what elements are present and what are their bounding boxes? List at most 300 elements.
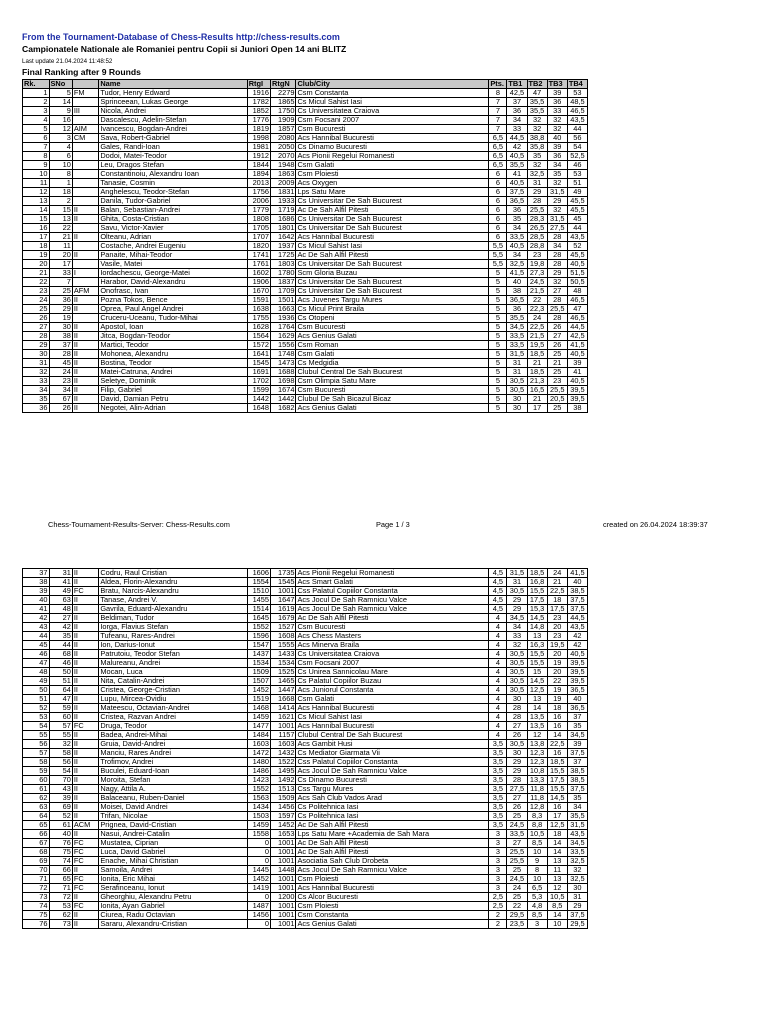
tb4-cell: 39 (567, 359, 587, 368)
table-row (23, 116, 588, 125)
tb2-cell: 21 (527, 359, 547, 368)
rank-cell: 8 (23, 152, 50, 161)
name-cell[interactable]: Oprea, Paul Angel Andrei (99, 305, 247, 314)
club-cell: Cs Alcor Bucuresti (296, 893, 489, 902)
sno-cell: 44 (49, 641, 72, 650)
sno-cell: 47 (49, 695, 72, 704)
pts-cell: 3,5 (489, 803, 507, 812)
tb3-cell: 18,5 (547, 758, 567, 767)
name-cell[interactable]: Bostina, Teodor (99, 359, 247, 368)
name-cell[interactable]: Panaite, Mihai-Teodor (99, 251, 247, 260)
rtgn-cell: 1621 (271, 713, 296, 722)
rtgi-cell: 1486 (247, 767, 270, 776)
name-cell[interactable]: Sararu, Alexandru-Cristian (99, 920, 247, 929)
name-cell[interactable]: Mateescu, Octavian-Andrei (99, 704, 247, 713)
tb4-cell: 40,5 (567, 377, 587, 386)
name-cell[interactable]: Pozna Tokos, Bence (99, 296, 247, 305)
rtgi-cell: 1564 (247, 332, 270, 341)
title-cell: I (72, 269, 99, 278)
club-cell: Cs Universitar De Sah Bucurest (296, 224, 489, 233)
pts-cell: 6 (489, 233, 507, 242)
rtgi-cell: 1844 (247, 161, 270, 170)
pts-cell: 6 (489, 188, 507, 197)
name-cell[interactable]: Beldiman, Tudor (99, 614, 247, 623)
tb4-cell: 50,5 (567, 278, 587, 287)
tb2-cell: 31 (527, 179, 547, 188)
tb1-cell: 34 (507, 224, 527, 233)
name-cell[interactable]: Harabor, David-Alexandru (99, 278, 247, 287)
tb2-cell: 10,5 (527, 830, 547, 839)
name-cell[interactable]: Ionita, Ayan Gabriel (99, 902, 247, 911)
rtgn-cell: 1448 (271, 866, 296, 875)
name-cell[interactable]: Cristea, George-Cristian (99, 686, 247, 695)
name-cell[interactable]: Badea, Andrei-Mihai (99, 731, 247, 740)
tb3-cell: 32 (547, 125, 567, 134)
name-cell[interactable]: Cruceru-Uceanu, Tudor-Mihai (99, 314, 247, 323)
tb4-cell: 40 (567, 578, 587, 587)
name-cell[interactable]: Olteanu, Adrian (99, 233, 247, 242)
club-cell: Csm Bucuresti (296, 323, 489, 332)
name-cell[interactable]: Filip, Gabriel (99, 386, 247, 395)
title-cell (72, 170, 99, 179)
table-row (23, 614, 588, 623)
title-cell: II (72, 911, 99, 920)
tb3-cell: 32 (547, 278, 567, 287)
pts-cell: 7 (489, 98, 507, 107)
name-cell[interactable]: Sava, Robert-Gabriel (99, 134, 247, 143)
tb2-cell: 14,5 (527, 677, 547, 686)
tb3-cell: 31,5 (547, 188, 567, 197)
tb2-cell: 14,5 (527, 614, 547, 623)
name-cell[interactable]: Moroita, Stefan (99, 776, 247, 785)
name-cell[interactable]: Nicola, Andrei (99, 107, 247, 116)
rtgn-cell: 2050 (271, 143, 296, 152)
rtgi-cell: 2013 (247, 179, 270, 188)
tb3-cell: 34 (547, 161, 567, 170)
tb1-cell: 31 (507, 359, 527, 368)
name-cell[interactable]: Vasile, Matei (99, 260, 247, 269)
title-cell (72, 314, 99, 323)
tb4-cell: 38,5 (567, 776, 587, 785)
tb4-cell: 42 (567, 641, 587, 650)
tb2-cell: 22,5 (527, 323, 547, 332)
pts-cell: 3,5 (489, 794, 507, 803)
rank-cell: 52 (23, 704, 50, 713)
ranking-table-page-2 (22, 568, 588, 929)
sno-cell: 37 (49, 341, 72, 350)
tb3-cell: 13 (547, 857, 567, 866)
name-cell[interactable]: Negotei, Alin-Adrian (99, 404, 247, 413)
name-cell[interactable]: Leu, Dragos Stefan (99, 161, 247, 170)
name-cell[interactable]: Gruia, David-Andrei (99, 740, 247, 749)
sno-cell: 23 (49, 377, 72, 386)
rtgi-cell: 1645 (247, 614, 270, 623)
tb3-cell: 15,5 (547, 785, 567, 794)
name-cell[interactable]: Bratu, Narcis-Alexandru (99, 587, 247, 596)
name-cell[interactable]: Onofrasc, Ivan (99, 287, 247, 296)
tb1-cell: 24 (507, 884, 527, 893)
pts-cell: 7 (489, 116, 507, 125)
tb4-cell: 40 (567, 695, 587, 704)
tb4-cell: 35 (567, 794, 587, 803)
rtgn-cell: 1780 (271, 269, 296, 278)
title-cell: II (72, 749, 99, 758)
name-cell[interactable]: Tudor, Henry Edward (99, 89, 247, 98)
tb3-cell: 35 (547, 170, 567, 179)
name-cell[interactable]: Costache, Andrei Eugeniu (99, 242, 247, 251)
tb3-cell: 28 (547, 233, 567, 242)
title-cell: FC (72, 839, 99, 848)
rtgn-cell: 1501 (271, 296, 296, 305)
club-cell: Csm Galati (296, 695, 489, 704)
rank-cell: 72 (23, 884, 50, 893)
name-cell[interactable]: Enache, Mihai Christian (99, 857, 247, 866)
rank-cell: 1 (23, 89, 50, 98)
rtgn-cell: 1001 (271, 884, 296, 893)
rtgn-cell: 1948 (271, 161, 296, 170)
rank-cell: 60 (23, 776, 50, 785)
table-row (23, 596, 588, 605)
tb3-cell: 25 (547, 368, 567, 377)
table-row (23, 785, 588, 794)
club-cell: Csm Bucuresti (296, 623, 489, 632)
tb3-cell: 26 (547, 341, 567, 350)
tb4-cell: 38,5 (567, 767, 587, 776)
sno-cell: 27 (49, 614, 72, 623)
rtgi-cell: 1509 (247, 668, 270, 677)
table-row (23, 740, 588, 749)
rtgi-cell: 1779 (247, 206, 270, 215)
club-cell: Csm Olimpia Satu Mare (296, 377, 489, 386)
sno-cell: 49 (49, 587, 72, 596)
rtgi-cell: 1602 (247, 269, 270, 278)
tb3-cell: 19 (547, 695, 567, 704)
table-row (23, 269, 588, 278)
rank-cell: 5 (23, 125, 50, 134)
tb1-cell: 30 (507, 404, 527, 413)
tb4-cell: 45,5 (567, 197, 587, 206)
rtgn-cell: 1933 (271, 197, 296, 206)
name-cell[interactable]: Tufeanu, Rares-Andrei (99, 632, 247, 641)
tb2-cell: 8 (527, 866, 547, 875)
rank-cell: 46 (23, 650, 50, 659)
name-cell[interactable]: Mocan, Luca (99, 668, 247, 677)
tb3-cell: 40 (547, 134, 567, 143)
name-cell[interactable]: Cristea, Razvan Andrei (99, 713, 247, 722)
table-row (23, 395, 588, 404)
source-link[interactable]: From the Tournament-Database of Chess-Results http://chess-results.com (22, 32, 340, 42)
name-cell[interactable]: Samoila, Andrei (99, 866, 247, 875)
sno-cell: 34 (49, 386, 72, 395)
tb4-cell: 40,5 (567, 260, 587, 269)
tb3-cell: 29 (547, 269, 567, 278)
name-cell[interactable]: Buculei, Eduard-Ioan (99, 767, 247, 776)
rtgi-cell: 1455 (247, 596, 270, 605)
tb1-cell: 30,5 (507, 587, 527, 596)
sno-cell: 21 (49, 233, 72, 242)
title-cell: II (72, 386, 99, 395)
tb3-cell: 27 (547, 332, 567, 341)
tb2-cell: 18,5 (527, 368, 547, 377)
tb1-cell: 34,5 (507, 614, 527, 623)
pts-cell: 3,5 (489, 785, 507, 794)
name-cell[interactable]: Malureanu, Andrei (99, 659, 247, 668)
table-row (23, 569, 588, 578)
name-cell[interactable]: Codru, Raul Cristian (99, 569, 247, 578)
table-row (23, 341, 588, 350)
tb1-cell: 27,5 (507, 785, 527, 794)
name-cell[interactable]: Ghita, Costa-Cristian (99, 215, 247, 224)
tb1-cell: 36,5 (507, 296, 527, 305)
name-cell[interactable]: Ionita, Eric Mihai (99, 875, 247, 884)
table-row (23, 686, 588, 695)
name-cell[interactable]: Gavrila, Eduard-Alexandru (99, 605, 247, 614)
footer-created-date: created on 26.04.2024 18:39:37 (603, 520, 708, 529)
sno-cell: 67 (49, 395, 72, 404)
club-cell: Csm Focsani 2007 (296, 116, 489, 125)
name-cell[interactable]: Tanasie, Cosmin (99, 179, 247, 188)
name-cell[interactable]: Mustatea, Ciprian (99, 839, 247, 848)
table-row (23, 368, 588, 377)
club-cell: Acs Minerva Braila (296, 641, 489, 650)
sno-cell: 7 (49, 278, 72, 287)
tb4-cell: 38,5 (567, 587, 587, 596)
table-row (23, 893, 588, 902)
tb4-cell: 37,5 (567, 605, 587, 614)
tb3-cell: 27,5 (547, 224, 567, 233)
pts-cell: 6,5 (489, 134, 507, 143)
title-cell: II (72, 323, 99, 332)
pts-cell: 5 (489, 377, 507, 386)
tb3-cell: 21 (547, 359, 567, 368)
rtgn-cell: 1709 (271, 287, 296, 296)
tb1-cell: 35 (507, 215, 527, 224)
club-cell: Csm Constanta (296, 911, 489, 920)
table-row (23, 89, 588, 98)
table-row (23, 305, 588, 314)
rtgi-cell: 1514 (247, 605, 270, 614)
name-cell[interactable]: Luca, David Gabriel (99, 848, 247, 857)
tb3-cell: 14 (547, 839, 567, 848)
name-cell[interactable]: Druga, Teodor (99, 722, 247, 731)
rtgi-cell: 1459 (247, 713, 270, 722)
name-cell[interactable]: Iorga, Flavius Stefan (99, 623, 247, 632)
rtgi-cell: 1702 (247, 377, 270, 386)
club-cell: Acs Smart Galati (296, 578, 489, 587)
name-cell[interactable]: Martici, Teodor (99, 341, 247, 350)
title-cell: II (72, 641, 99, 650)
pts-cell: 4 (489, 686, 507, 695)
rank-cell: 32 (23, 368, 50, 377)
rtgn-cell: 1663 (271, 305, 296, 314)
tb3-cell: 24 (547, 569, 567, 578)
table-row (23, 848, 588, 857)
name-cell[interactable]: Iordachescu, George-Matei (99, 269, 247, 278)
tb2-cell: 12,5 (527, 686, 547, 695)
name-cell[interactable]: Manciu, Rares Andrei (99, 749, 247, 758)
tb2-cell: 21,3 (527, 377, 547, 386)
club-cell: Ac De Sah Alfil Pitesti (296, 839, 489, 848)
name-cell[interactable]: Aldea, Florin-Alexandru (99, 578, 247, 587)
sno-cell: 72 (49, 893, 72, 902)
name-cell[interactable]: Serafinceanu, Ionut (99, 884, 247, 893)
tb3-cell: 13 (547, 875, 567, 884)
rtgn-cell: 1442 (271, 395, 296, 404)
tb2-cell: 21 (527, 395, 547, 404)
col-header-rtgn: RtgN (271, 80, 296, 89)
rtgn-cell: 1735 (271, 569, 296, 578)
rtgi-cell: 1487 (247, 902, 270, 911)
col-header-title (72, 80, 99, 89)
table-row (23, 704, 588, 713)
name-cell[interactable]: Gales, Randi-Ioan (99, 143, 247, 152)
pts-cell: 4 (489, 623, 507, 632)
tb4-cell: 40,5 (567, 650, 587, 659)
sno-cell: 42 (49, 623, 72, 632)
name-cell[interactable]: Moisei, David Andrei (99, 803, 247, 812)
pts-cell: 6 (489, 179, 507, 188)
rtgn-cell: 1001 (271, 875, 296, 884)
club-cell: Ac De Sah Alfil Pitesti (296, 251, 489, 260)
tb4-cell: 42,5 (567, 332, 587, 341)
club-cell: Cs Micul Sahist Iasi (296, 98, 489, 107)
name-cell[interactable]: Ciurea, Radu Octavian (99, 911, 247, 920)
tb2-cell: 15 (527, 668, 547, 677)
name-cell[interactable]: Trofimov, Andrei (99, 758, 247, 767)
pts-cell: 3 (489, 884, 507, 893)
club-cell: Csm Galati (296, 161, 489, 170)
tb2-cell: 32 (527, 116, 547, 125)
pts-cell: 2,5 (489, 893, 507, 902)
tb1-cell: 41,5 (507, 269, 527, 278)
name-cell[interactable]: Nagy, Attila A. (99, 785, 247, 794)
tb3-cell: 12 (547, 884, 567, 893)
title-cell: II (72, 251, 99, 260)
rtgn-cell: 1509 (271, 794, 296, 803)
tb1-cell: 24,5 (507, 821, 527, 830)
name-cell[interactable]: Balan, Sebastian-Andrei (99, 206, 247, 215)
rank-cell: 31 (23, 359, 50, 368)
tb2-cell: 16,3 (527, 641, 547, 650)
rtgn-cell: 1555 (271, 641, 296, 650)
tb1-cell: 30,5 (507, 650, 527, 659)
name-cell[interactable]: Danila, Tudor-Gabriel (99, 197, 247, 206)
name-cell[interactable]: Gheorghiu, Alexandru Petru (99, 893, 247, 902)
tb2-cell: 32,5 (527, 170, 547, 179)
name-cell[interactable]: Jitca, Bogdan-Teodor (99, 332, 247, 341)
name-cell[interactable]: Apostol, Ioan (99, 323, 247, 332)
table-row (23, 188, 588, 197)
table-row (23, 605, 588, 614)
tb2-cell: 27,3 (527, 269, 547, 278)
rtgn-cell: 1473 (271, 359, 296, 368)
name-cell[interactable]: Mohonea, Alexandru (99, 350, 247, 359)
table-row (23, 776, 588, 785)
title-cell: II (72, 296, 99, 305)
pts-cell: 6 (489, 170, 507, 179)
name-cell[interactable]: Seletye, Dominik (99, 377, 247, 386)
name-cell[interactable]: Ion, Darius-Ionut (99, 641, 247, 650)
name-cell[interactable]: Matei-Catruna, Andrei (99, 368, 247, 377)
rtgi-cell: 1484 (247, 731, 270, 740)
table-row (23, 161, 588, 170)
tb2-cell: 16,5 (527, 386, 547, 395)
rtgn-cell: 1001 (271, 722, 296, 731)
name-cell[interactable]: Nasui, Andrei-Catalin (99, 830, 247, 839)
name-cell[interactable]: Sprinceean, Lukas George (99, 98, 247, 107)
rtgn-cell: 1748 (271, 350, 296, 359)
sno-cell: 24 (49, 368, 72, 377)
rtgn-cell: 1525 (271, 668, 296, 677)
pts-cell: 4 (489, 722, 507, 731)
club-cell: Acs Hannibal Bucuresti (296, 134, 489, 143)
tb1-cell: 33,5 (507, 830, 527, 839)
name-cell[interactable]: Tanase, Andrei V. (99, 596, 247, 605)
tb2-cell: 5,3 (527, 893, 547, 902)
name-cell[interactable]: Savu, Victor-Xavier (99, 224, 247, 233)
pts-cell: 4 (489, 650, 507, 659)
rtgn-cell: 1597 (271, 812, 296, 821)
rank-cell: 59 (23, 767, 50, 776)
name-cell[interactable]: David, Damian Petru (99, 395, 247, 404)
tb3-cell: 36 (547, 152, 567, 161)
sno-cell: 31 (49, 569, 72, 578)
name-cell[interactable]: Anghelescu, Teodor-Stefan (99, 188, 247, 197)
name-cell[interactable]: Trifan, Nicolae (99, 812, 247, 821)
tb2-cell: 13 (527, 695, 547, 704)
rank-cell: 54 (23, 722, 50, 731)
name-cell[interactable]: Lupu, Mircea-Ovidiu (99, 695, 247, 704)
rtgn-cell: 1801 (271, 224, 296, 233)
rtgn-cell: 1725 (271, 251, 296, 260)
table-row (23, 641, 588, 650)
pts-cell: 4 (489, 632, 507, 641)
tb4-cell: 32,5 (567, 875, 587, 884)
sno-cell: 25 (49, 287, 72, 296)
pts-cell: 4 (489, 695, 507, 704)
table-row (23, 350, 588, 359)
col-header-tb4: TB4 (567, 80, 587, 89)
name-cell[interactable]: Dodoi, Matei-Teodor (99, 152, 247, 161)
rtgn-cell: 1522 (271, 758, 296, 767)
pts-cell: 3 (489, 866, 507, 875)
tb3-cell: 16 (547, 749, 567, 758)
rank-cell: 7 (23, 143, 50, 152)
rank-cell: 41 (23, 605, 50, 614)
pts-cell: 5 (489, 269, 507, 278)
club-cell: Acs Pionii Regelui Romanesti (296, 152, 489, 161)
rtgn-cell: 1619 (271, 605, 296, 614)
name-cell[interactable]: Prignea, David-Cristian (99, 821, 247, 830)
rtgn-cell: 1937 (271, 242, 296, 251)
name-cell[interactable]: Dascalescu, Adelin-Stefan (99, 116, 247, 125)
tournament-title: Campionatele Nationale ale Romaniei pentru Copii si Juniori Open 14 ani BLITZ (22, 44, 347, 54)
name-cell[interactable]: Ivancescu, Bogdan-Andrei (99, 125, 247, 134)
tb1-cell: 29 (507, 605, 527, 614)
name-cell[interactable]: Nita, Catalin-Andrei (99, 677, 247, 686)
name-cell[interactable]: Constantinoiu, Alexandru Ioan (99, 170, 247, 179)
title-cell: AFM (72, 287, 99, 296)
name-cell[interactable]: Patrutoiu, Teodor Stefan (99, 650, 247, 659)
rtgi-cell: 1452 (247, 686, 270, 695)
tb2-cell: 26,5 (527, 224, 547, 233)
table-row (23, 794, 588, 803)
tb3-cell: 28 (547, 314, 567, 323)
rtgn-cell: 1679 (271, 614, 296, 623)
rank-cell: 2 (23, 98, 50, 107)
title-cell: III (72, 107, 99, 116)
name-cell[interactable]: Balaceanu, Ruben-Daniel (99, 794, 247, 803)
